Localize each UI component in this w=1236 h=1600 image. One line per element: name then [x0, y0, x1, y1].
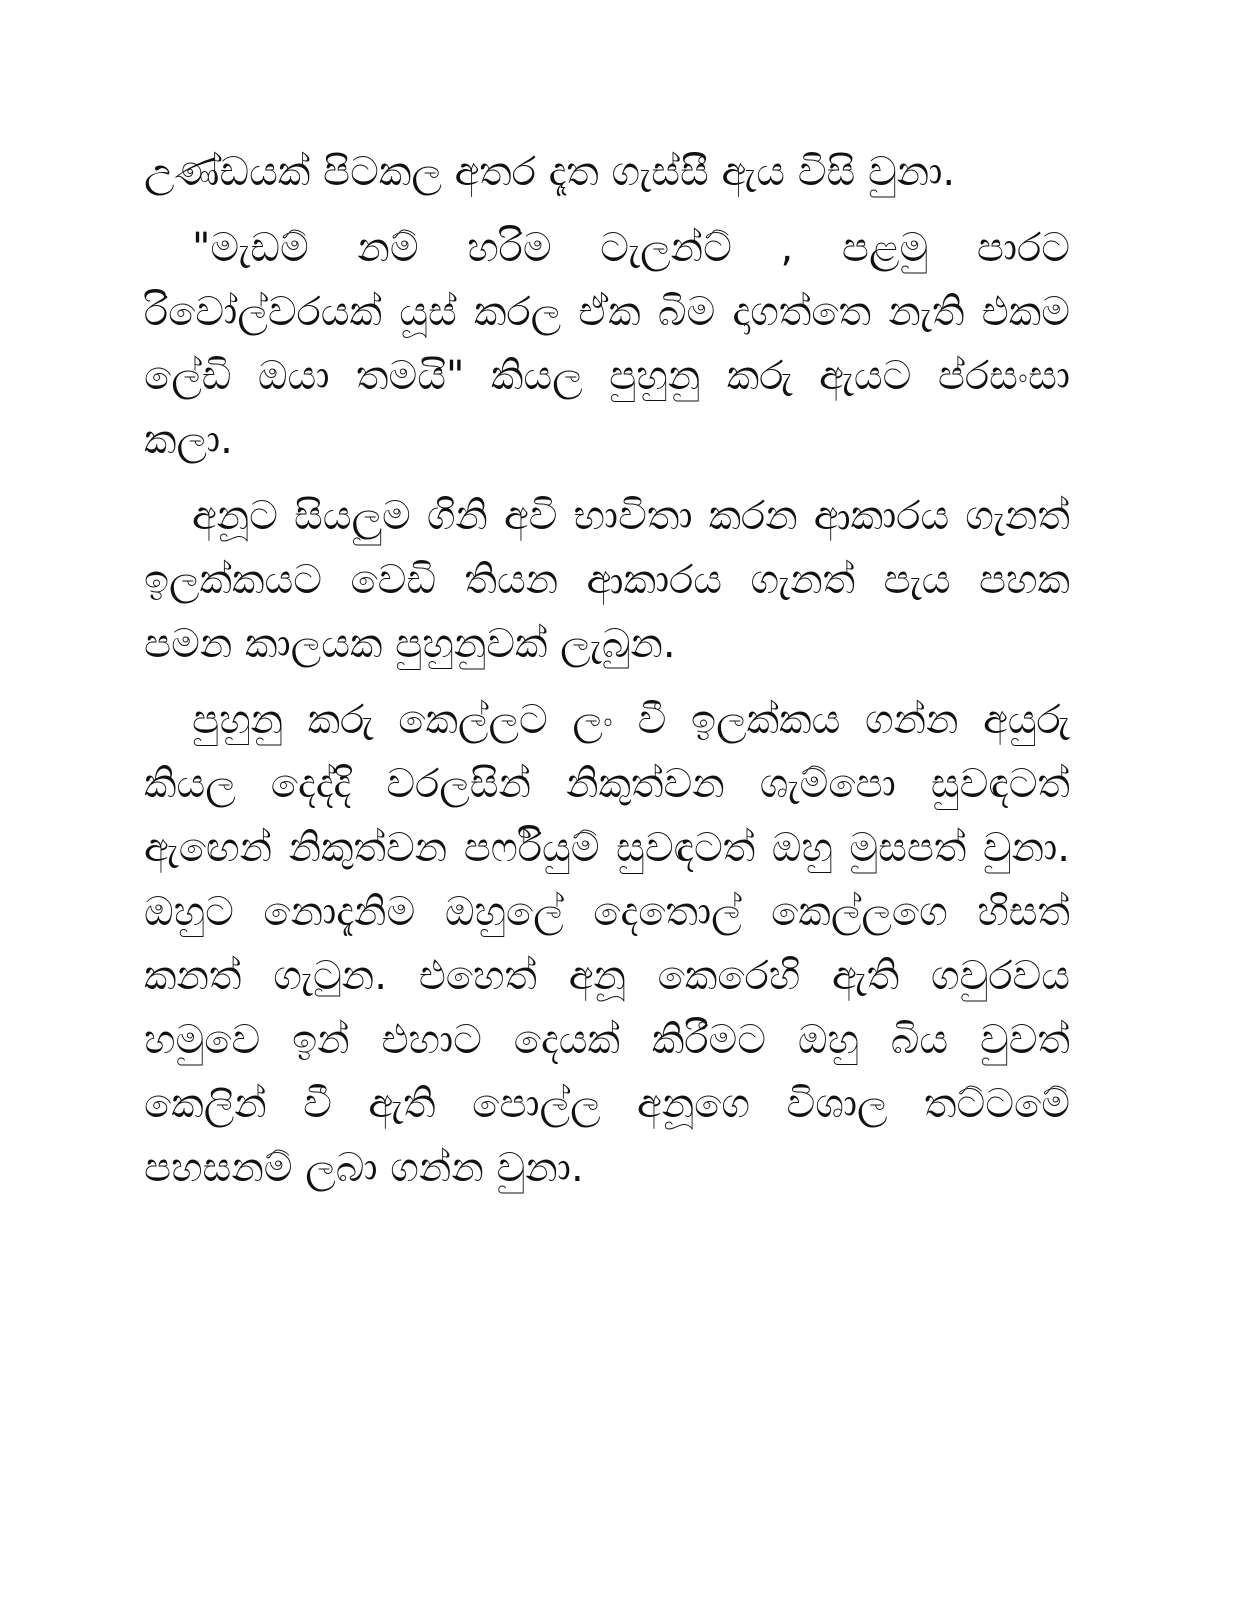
paragraph-4: පුහුනු කරු කෙල්ලට ලං වී ඉලක්කය ගන්න අයුරු කියල දෙද්දි වරලසින් නිකුත්වන ශැම්පො සුවඳටත් ඇඟෙන් නිකුත්වන පර්ෆියුම් සුවඳටත් ඔහු මුසපත් වුනා. ඔහුට නොදැනිම ඔහුලේ දෙතොල් කෙල්ලගෙ හිසත් කනත් ගැටුන. එහෙත් අනූ කෙරෙහි ඇති ගවුරවය හමුවෙ ඉන් එහාට දෙයක් කිරීමට ඔහු බිය වුවත් කෙලින් වී ඇති පොල්ල අනූගෙ විශාල තට්ටමේ පහසනම් ලබා ගන්න වුනා. — [144, 697, 1070, 1191]
paragraph-2: "මැඩම් නම් හරිම ටැලන්ට් , පළමු පාරට රිවෝල්වරයක් යූස් කරල ඒක බිම දාගත්තෙ නැති එකම ලේඩි ඔයා තමයි" කියල පුහුනු කරු ඇයට ප්රසංසා කලා. — [144, 225, 1070, 463]
body-text — [144, 140, 1070, 1212]
paragraph-1: උණ්ඩයක් පිටකල අතර දෑත ගැස්සී ඇය විසි වුනා. — [144, 149, 956, 195]
paragraph-3: අනූට සියලුම ගිනි අවි භාවිතා කරන ආකාරය ගැනත් ඉලක්කයට වෙඩි තියන ආකාරය ගැනත් පැය පහක පමන කාලයක පුහුනුවක් ලැබුන. — [144, 493, 1070, 667]
